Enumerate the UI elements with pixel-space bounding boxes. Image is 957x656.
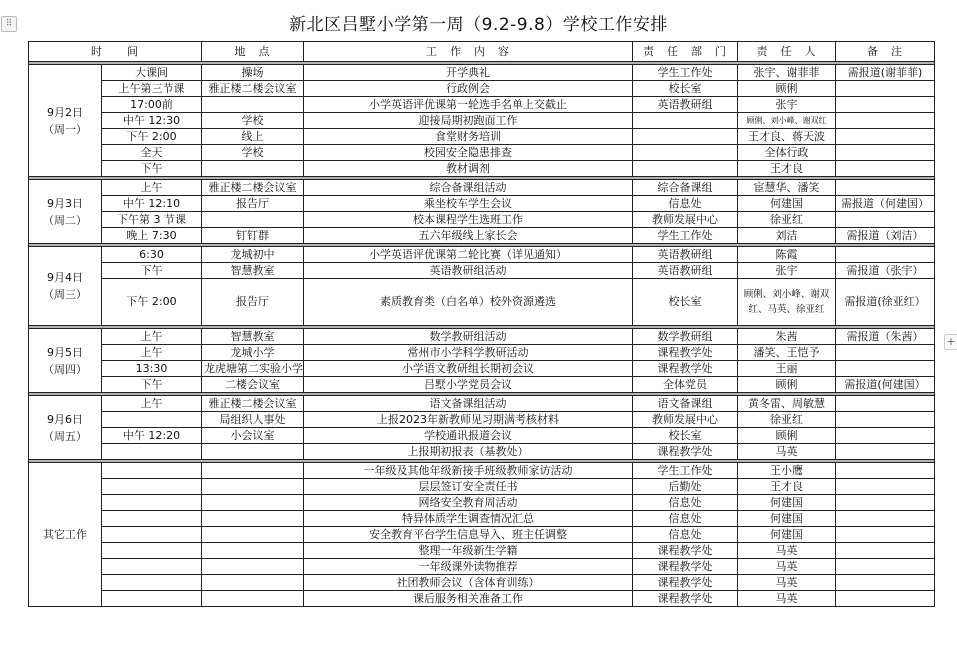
other-work-label: 其它工作 <box>29 463 102 607</box>
person-cell: 徐亚红 <box>738 412 836 428</box>
time-cell: 上午第三节课 <box>102 81 202 97</box>
location-cell: 局组织人事处 <box>202 412 304 428</box>
content-cell: 五六年级线上家长会 <box>304 228 633 244</box>
department-cell: 全体党员 <box>633 377 738 393</box>
time-cell <box>102 575 202 591</box>
person-cell: 马英 <box>738 559 836 575</box>
table-row <box>29 180 935 196</box>
date-label: 9月5日 <box>47 345 83 359</box>
location-cell: 龙城初中 <box>202 247 304 263</box>
notes-cell <box>836 527 935 543</box>
department-cell: 课程教学处 <box>633 575 738 591</box>
department-cell: 课程教学处 <box>633 559 738 575</box>
notes-cell <box>836 212 935 228</box>
weekday-label: （周三） <box>43 288 87 301</box>
person-cell: 何建国 <box>738 196 836 212</box>
content-cell: 开学典礼 <box>304 65 633 81</box>
location-cell: 雅正楼二楼会议室 <box>202 81 304 97</box>
notes-cell <box>836 113 935 129</box>
notes-cell: 需报道(谢菲菲) <box>836 65 935 81</box>
notes-cell <box>836 575 935 591</box>
location-cell <box>202 591 304 607</box>
notes-cell: 需报道（张宇） <box>836 263 935 279</box>
department-cell: 校长室 <box>633 428 738 444</box>
content-cell: 小学英语评优课第二轮比赛（详见通知） <box>304 247 633 263</box>
notes-cell <box>836 361 935 377</box>
time-cell: 上午 <box>102 345 202 361</box>
notes-cell <box>836 129 935 145</box>
location-cell: 龙城小学 <box>202 345 304 361</box>
table-row <box>29 279 935 326</box>
notes-cell <box>836 463 935 479</box>
content-cell: 社团教师会议（含体育训练） <box>304 575 633 591</box>
content-cell: 特异体质学生调查情况汇总 <box>304 511 633 527</box>
table-row <box>29 444 935 460</box>
table-move-handle-icon[interactable]: ⠿ <box>1 16 17 32</box>
schedule-body <box>29 62 935 607</box>
department-cell: 后勤处 <box>633 479 738 495</box>
department-cell: 课程教学处 <box>633 543 738 559</box>
notes-cell <box>836 479 935 495</box>
table-row <box>29 161 935 177</box>
department-cell: 学生工作处 <box>633 463 738 479</box>
content-cell: 校本课程学生选班工作 <box>304 212 633 228</box>
time-cell: 下午 <box>102 263 202 279</box>
department-cell: 课程教学处 <box>633 361 738 377</box>
table-row <box>29 575 935 591</box>
table-row <box>29 81 935 97</box>
time-cell: 17:00前 <box>102 97 202 113</box>
person-cell: 马英 <box>738 591 836 607</box>
weekday-label: （周一） <box>43 122 87 136</box>
person-cell: 顾俐 <box>738 428 836 444</box>
department-cell: 教师发展中心 <box>633 212 738 228</box>
table-row <box>29 65 935 81</box>
person-cell: 顾俐、刘小峰、谢双红 <box>738 113 836 129</box>
department-cell: 学生工作处 <box>633 228 738 244</box>
person-cell: 马英 <box>738 543 836 559</box>
person-cell: 张宇 <box>738 97 836 113</box>
date-cell <box>29 180 102 244</box>
time-cell <box>102 591 202 607</box>
notes-cell <box>836 145 935 161</box>
content-cell: 语文备课组活动 <box>304 396 633 412</box>
weekday-label: （周二） <box>43 213 87 227</box>
location-cell: 报告厅 <box>202 279 304 326</box>
time-cell <box>102 527 202 543</box>
time-cell <box>102 463 202 479</box>
person-cell: 王丽 <box>738 361 836 377</box>
notes-cell: 需报道(何建国） <box>836 377 935 393</box>
header-time: 时 间 <box>29 42 202 62</box>
person-cell: 刘洁 <box>738 228 836 244</box>
person-cell: 全体行政 <box>738 145 836 161</box>
content-cell: 行政例会 <box>304 81 633 97</box>
department-cell: 英语教研组 <box>633 263 738 279</box>
content-cell: 常州市小学科学教研活动 <box>304 345 633 361</box>
department-cell: 教师发展中心 <box>633 412 738 428</box>
content-cell: 一年级课外读物推荐 <box>304 559 633 575</box>
department-cell: 校长室 <box>633 81 738 97</box>
page-title: 新北区吕墅小学第一周（9.2-9.8）学校工作安排 <box>289 15 668 35</box>
person-cell: 顾俐 <box>738 81 836 97</box>
location-cell <box>202 575 304 591</box>
location-cell <box>202 97 304 113</box>
notes-cell <box>836 161 935 177</box>
person-cell: 徐亚红 <box>738 212 836 228</box>
time-cell <box>102 412 202 428</box>
person-cell: 马英 <box>738 575 836 591</box>
location-cell: 学校 <box>202 145 304 161</box>
location-cell <box>202 212 304 228</box>
location-cell: 雅正楼二楼会议室 <box>202 396 304 412</box>
notes-cell <box>836 495 935 511</box>
person-cell: 黄冬雷、周敏慧 <box>738 396 836 412</box>
time-cell: 上午 <box>102 396 202 412</box>
table-row <box>29 263 935 279</box>
time-cell: 全天 <box>102 145 202 161</box>
table-row <box>29 559 935 575</box>
table-row <box>29 196 935 212</box>
person-cell: 潘笑、王恺予 <box>738 345 836 361</box>
table-row <box>29 228 935 244</box>
department-cell: 课程教学处 <box>633 591 738 607</box>
department-cell: 信息处 <box>633 196 738 212</box>
date-cell <box>29 247 102 326</box>
time-cell: 上午 <box>102 329 202 345</box>
weekday-label: （周五） <box>43 429 87 443</box>
content-cell: 课后服务相关准备工作 <box>304 591 633 607</box>
content-cell: 乘坐校车学生会议 <box>304 196 633 212</box>
notes-cell <box>836 97 935 113</box>
time-cell: 下午 <box>102 161 202 177</box>
content-cell: 教材调剂 <box>304 161 633 177</box>
content-cell: 学校通讯报道会议 <box>304 428 633 444</box>
notes-cell <box>836 591 935 607</box>
date-label: 9月6日 <box>47 412 83 426</box>
table-row <box>29 329 935 345</box>
person-cell: 何建国 <box>738 495 836 511</box>
time-cell: 下午 <box>102 377 202 393</box>
department-cell: 英语教研组 <box>633 97 738 113</box>
time-cell <box>102 543 202 559</box>
department-cell <box>633 145 738 161</box>
time-cell <box>102 444 202 460</box>
person-cell: 王才良 <box>738 161 836 177</box>
department-cell: 学生工作处 <box>633 65 738 81</box>
time-cell <box>102 511 202 527</box>
location-cell: 报告厅 <box>202 196 304 212</box>
department-cell <box>633 161 738 177</box>
header-notes: 备 注 <box>836 42 935 62</box>
header-location: 地 点 <box>202 42 304 62</box>
notes-cell <box>836 428 935 444</box>
location-cell: 雅正楼二楼会议室 <box>202 180 304 196</box>
date-cell <box>29 65 102 177</box>
location-cell: 钉钉群 <box>202 228 304 244</box>
table-row <box>29 412 935 428</box>
table-row <box>29 113 935 129</box>
content-cell: 英语教研组活动 <box>304 263 633 279</box>
notes-cell <box>836 543 935 559</box>
department-cell <box>633 129 738 145</box>
department-cell: 课程教学处 <box>633 444 738 460</box>
table-row <box>29 145 935 161</box>
content-cell: 安全教育平台学生信息导入、班主任调整 <box>304 527 633 543</box>
time-cell <box>102 479 202 495</box>
time-cell: 下午 2:00 <box>102 129 202 145</box>
add-column-icon[interactable]: + <box>944 334 957 350</box>
notes-cell <box>836 247 935 263</box>
location-cell: 学校 <box>202 113 304 129</box>
table-row <box>29 377 935 393</box>
table-row <box>29 396 935 412</box>
department-cell: 信息处 <box>633 527 738 543</box>
table-row <box>29 428 935 444</box>
table-row <box>29 591 935 607</box>
table-row <box>29 495 935 511</box>
table-row <box>29 129 935 145</box>
person-cell: 宦慧华、潘笑 <box>738 180 836 196</box>
content-cell: 素质教育类（白名单）校外资源遴选 <box>304 279 633 326</box>
time-cell: 中午 12:10 <box>102 196 202 212</box>
location-cell: 二楼会议室 <box>202 377 304 393</box>
department-cell: 英语教研组 <box>633 247 738 263</box>
time-cell <box>102 559 202 575</box>
time-cell: 中午 12:20 <box>102 428 202 444</box>
location-cell: 线上 <box>202 129 304 145</box>
table-row <box>29 97 935 113</box>
person-cell: 王才良、蒋天波 <box>738 129 836 145</box>
location-cell <box>202 543 304 559</box>
department-cell: 校长室 <box>633 279 738 326</box>
department-cell: 信息处 <box>633 495 738 511</box>
notes-cell <box>836 559 935 575</box>
location-cell <box>202 479 304 495</box>
department-cell: 综合备课组 <box>633 180 738 196</box>
table-row <box>29 543 935 559</box>
table-row <box>29 345 935 361</box>
notes-cell: 需报道（何建国） <box>836 196 935 212</box>
date-label: 9月2日 <box>47 105 83 119</box>
time-cell: 6:30 <box>102 247 202 263</box>
department-cell: 信息处 <box>633 511 738 527</box>
person-cell: 王才良 <box>738 479 836 495</box>
date-cell <box>29 396 102 460</box>
table-row <box>29 463 935 479</box>
notes-cell <box>836 81 935 97</box>
content-cell: 校园安全隐患排查 <box>304 145 633 161</box>
location-cell <box>202 527 304 543</box>
content-cell: 综合备课组活动 <box>304 180 633 196</box>
notes-cell <box>836 444 935 460</box>
location-cell: 龙虎塘第二实验小学 <box>202 361 304 377</box>
header-person: 责 任 人 <box>738 42 836 62</box>
table-row <box>29 361 935 377</box>
content-cell: 迎接局期初跑面工作 <box>304 113 633 129</box>
date-label: 9月4日 <box>47 271 83 284</box>
notes-cell: 需报道(徐亚红） <box>836 279 935 326</box>
content-cell: 上报2023年新教师见习期满考核材料 <box>304 412 633 428</box>
header-content: 工 作 内 容 <box>304 42 633 62</box>
time-cell: 晚上 7:30 <box>102 228 202 244</box>
notes-cell <box>836 412 935 428</box>
location-cell: 智慧教室 <box>202 263 304 279</box>
notes-cell: 需报道（朱茜） <box>836 329 935 345</box>
time-cell: 上午 <box>102 180 202 196</box>
person-cell: 顾俐、刘小峰、谢双红、马英、徐亚红 <box>738 279 836 326</box>
location-cell: 操场 <box>202 65 304 81</box>
location-cell <box>202 559 304 575</box>
table-row <box>29 212 935 228</box>
department-cell: 课程教学处 <box>633 345 738 361</box>
time-cell: 下午第 3 节课 <box>102 212 202 228</box>
content-cell: 一年级及其他年级新接手班级教师家访活动 <box>304 463 633 479</box>
header-department: 责 任 部 门 <box>633 42 738 62</box>
content-cell: 小学语文教研组长期初会议 <box>304 361 633 377</box>
department-cell: 语文备课组 <box>633 396 738 412</box>
content-cell: 小学英语评优课第一轮选手名单上交截止 <box>304 97 633 113</box>
person-cell: 顾俐 <box>738 377 836 393</box>
location-cell: 小会议室 <box>202 428 304 444</box>
content-cell: 网络安全教育周活动 <box>304 495 633 511</box>
person-cell: 王小鹰 <box>738 463 836 479</box>
content-cell: 整理一年级新生学籍 <box>304 543 633 559</box>
person-cell: 马英 <box>738 444 836 460</box>
content-cell: 吕墅小学党员会议 <box>304 377 633 393</box>
location-cell <box>202 495 304 511</box>
location-cell <box>202 511 304 527</box>
table-row <box>29 247 935 263</box>
person-cell: 张宇 <box>738 263 836 279</box>
notes-cell <box>836 396 935 412</box>
weekday-label: （周四） <box>43 362 87 376</box>
person-cell: 朱茜 <box>738 329 836 345</box>
content-cell: 层层签订安全责任书 <box>304 479 633 495</box>
location-cell <box>202 161 304 177</box>
time-cell <box>102 495 202 511</box>
department-cell: 数学教研组 <box>633 329 738 345</box>
person-cell: 陈霞 <box>738 247 836 263</box>
time-cell: 中午 12:30 <box>102 113 202 129</box>
content-cell: 数学教研组活动 <box>304 329 633 345</box>
location-cell: 智慧教室 <box>202 329 304 345</box>
notes-cell <box>836 180 935 196</box>
table-row <box>29 511 935 527</box>
time-cell: 13:30 <box>102 361 202 377</box>
content-cell: 食堂财务培训 <box>304 129 633 145</box>
table-header <box>29 42 935 62</box>
person-cell: 何建国 <box>738 527 836 543</box>
notes-cell: 需报道（刘洁） <box>836 228 935 244</box>
person-cell: 张宇、谢菲菲 <box>738 65 836 81</box>
table-row <box>29 527 935 543</box>
department-cell <box>633 113 738 129</box>
time-cell: 大课间 <box>102 65 202 81</box>
notes-cell <box>836 345 935 361</box>
time-cell: 下午 2:00 <box>102 279 202 326</box>
schedule-table <box>28 41 935 607</box>
location-cell <box>202 463 304 479</box>
table-row <box>29 479 935 495</box>
location-cell <box>202 444 304 460</box>
person-cell: 何建国 <box>738 511 836 527</box>
date-cell <box>29 329 102 393</box>
content-cell: 上报期初报表（基教处） <box>304 444 633 460</box>
notes-cell <box>836 511 935 527</box>
date-label: 9月3日 <box>47 196 83 210</box>
